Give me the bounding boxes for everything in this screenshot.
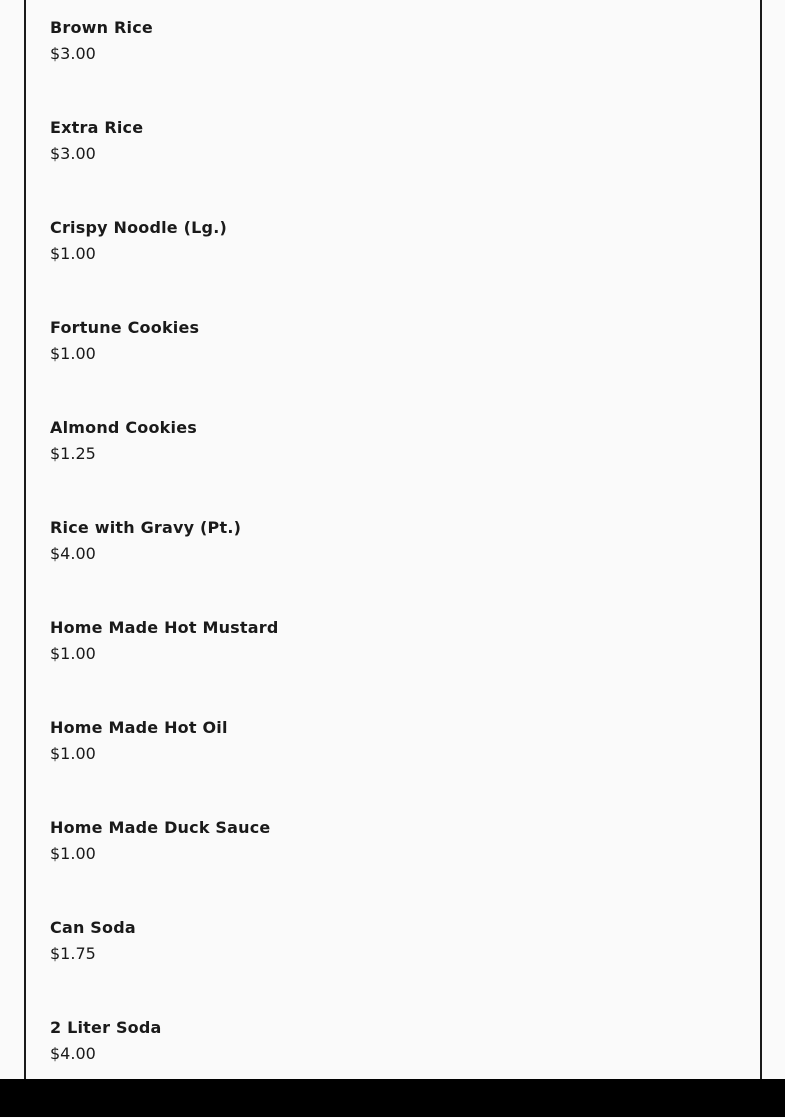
menu-item-price: $3.00 [50, 44, 96, 63]
menu-item-name: Rice with Gravy (Pt.) [50, 518, 242, 537]
menu-item-price: $1.00 [50, 644, 96, 663]
menu-panel [24, 0, 762, 1079]
menu-item[interactable] [50, 618, 760, 718]
menu-item-price: $1.00 [50, 744, 96, 763]
menu-item-name: Almond Cookies [50, 418, 197, 437]
menu-item-price: $1.25 [50, 444, 96, 463]
menu-item-name: Can Soda [50, 918, 136, 937]
menu-item-name: Home Made Duck Sauce [50, 818, 271, 837]
menu-item[interactable] [50, 818, 760, 918]
menu-item-price: $1.00 [50, 244, 96, 263]
menu-item-name: Home Made Hot Oil [50, 718, 228, 737]
menu-item-price: $4.00 [50, 1044, 96, 1063]
menu-item[interactable] [50, 318, 760, 418]
menu-item-list [50, 18, 760, 1118]
menu-item-price: $1.75 [50, 944, 96, 963]
menu-item[interactable] [50, 418, 760, 518]
menu-item-price: $1.00 [50, 344, 96, 363]
menu-item[interactable] [50, 718, 760, 818]
bottom-bar [0, 1079, 785, 1117]
menu-item-name: Brown Rice [50, 18, 153, 37]
menu-item-price: $4.00 [50, 544, 96, 563]
menu-item-name: Fortune Cookies [50, 318, 200, 337]
menu-item-name: Home Made Hot Mustard [50, 618, 279, 637]
menu-item[interactable] [50, 918, 760, 1018]
menu-item[interactable] [50, 218, 760, 318]
menu-item[interactable] [50, 518, 760, 618]
menu-item-name: Crispy Noodle (Lg.) [50, 218, 227, 237]
menu-item-name: Extra Rice [50, 118, 144, 137]
menu-item[interactable] [50, 118, 760, 218]
menu-item[interactable] [50, 18, 760, 118]
menu-item-price: $3.00 [50, 144, 96, 163]
menu-item-price: $1.00 [50, 844, 96, 863]
menu-item-name: 2 Liter Soda [50, 1018, 162, 1037]
